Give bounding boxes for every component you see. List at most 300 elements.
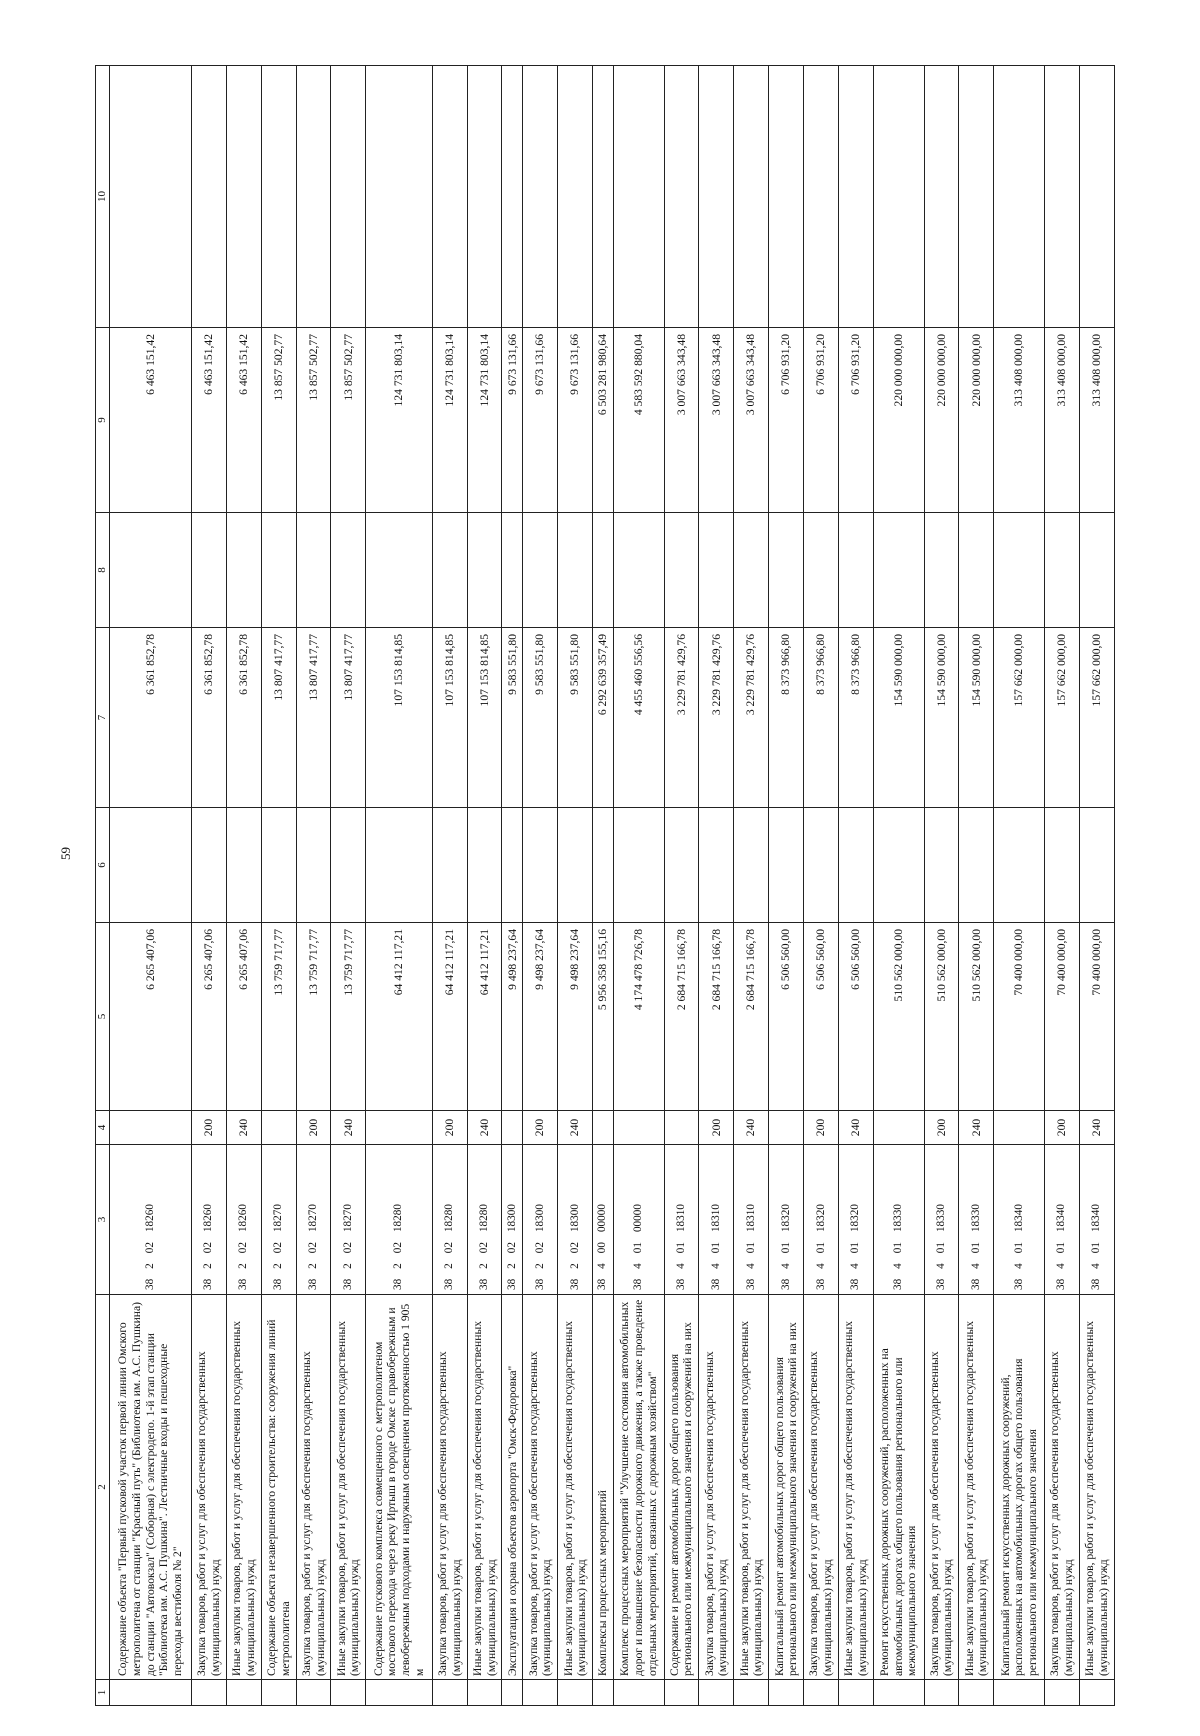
code-part: 4 xyxy=(596,1263,609,1269)
row-col6-value xyxy=(467,808,502,923)
row-col5-value: 2 684 715 166,78 xyxy=(699,923,734,1111)
row-col6-value xyxy=(366,808,432,923)
row-code xyxy=(366,1145,432,1295)
row-col9-value: 6 463 151,42 xyxy=(226,328,261,513)
row-col7-value: 6 361 852,78 xyxy=(109,628,191,808)
row-code xyxy=(331,1145,366,1295)
row-col7-value: 8 373 966,80 xyxy=(839,628,874,808)
code-part: 38 xyxy=(392,1278,405,1290)
row-col10-value xyxy=(734,66,769,328)
row-col8-value xyxy=(613,513,664,628)
row-col1-cell xyxy=(664,1680,699,1706)
col-header-6: 6 xyxy=(96,808,110,923)
row-col7-value: 107 153 814,85 xyxy=(467,628,502,808)
code-part: 18270 xyxy=(272,1204,285,1233)
row-expense-type: 240 xyxy=(331,1111,366,1145)
row-col8-value xyxy=(1044,513,1079,628)
row-col7-value: 107 153 814,85 xyxy=(432,628,467,808)
row-expense-type: 200 xyxy=(523,1111,558,1145)
row-col5-value: 64 412 117,21 xyxy=(366,923,432,1111)
code-part: 18260 xyxy=(202,1204,215,1233)
row-col9-value: 3 007 663 343,48 xyxy=(699,328,734,513)
row-expense-type xyxy=(613,1111,664,1145)
row-col5-value: 6 506 560,00 xyxy=(769,923,804,1111)
row-col5-value: 13 759 717,77 xyxy=(331,923,366,1111)
row-expense-type xyxy=(593,1111,614,1145)
row-col9-value: 6 463 151,42 xyxy=(109,328,191,513)
row-expense-type: 200 xyxy=(804,1111,839,1145)
row-col7-value: 154 590 000,00 xyxy=(873,628,924,808)
row-description: Закупка товаров, работ и услуг для обеспечения государственных (муниципальных) нужд xyxy=(432,1295,467,1680)
row-col1-cell xyxy=(109,1680,191,1706)
table-row xyxy=(924,66,959,1706)
row-col5-value: 70 400 000,00 xyxy=(994,923,1045,1111)
code-part: 01 xyxy=(969,1242,982,1254)
code-part: 18260 xyxy=(143,1204,156,1233)
code-part: 38 xyxy=(709,1278,722,1290)
code-part: 01 xyxy=(849,1242,862,1254)
row-expense-type xyxy=(994,1111,1045,1145)
row-description: Капитальный ремонт автомобильных дорог общего пользования регионального или межмуниципального значения и сооружений на них xyxy=(769,1295,804,1680)
table-row xyxy=(261,66,296,1706)
row-description: Иные закупки товаров, работ и услуг для обеспечения государственных (муниципальных) нужд xyxy=(331,1295,366,1680)
row-col5-value: 6 506 560,00 xyxy=(804,923,839,1111)
row-description: Капитальный ремонт искусственных дорожных сооружений, расположенных на автомобильных дорогах общего пользования регионального или межмуниципального значения xyxy=(994,1295,1045,1680)
row-description: Содержание объекта незавершенного строительства: сооружения линий метрополитена xyxy=(261,1295,296,1680)
code-part: 18320 xyxy=(849,1204,862,1233)
row-col1-cell xyxy=(734,1680,769,1706)
table-row xyxy=(873,66,924,1706)
row-col7-value: 4 455 460 556,56 xyxy=(613,628,664,808)
row-col6-value xyxy=(593,808,614,923)
code-part: 38 xyxy=(934,1278,947,1290)
row-col1-cell xyxy=(873,1680,924,1706)
code-part: 18330 xyxy=(969,1204,982,1233)
row-col8-value xyxy=(467,513,502,628)
row-description: Содержание объекта "Первый пусковой участок первой линии Омского метрополитена от станции "Красный путь" (Библиотека им. А.С. Пушкина) до станции "Автовокзал" (Соборная) с электродепо. 1-й этап станции "Библиотека им. А.С. Пушкина". Лестничные входы и пешеходные переходы вестибюля № 2" xyxy=(109,1295,191,1680)
code-part: 4 xyxy=(1012,1263,1025,1269)
row-col6-value xyxy=(432,808,467,923)
code-part: 00000 xyxy=(596,1204,609,1233)
row-col9-value: 6 706 931,20 xyxy=(804,328,839,513)
code-part: 4 xyxy=(1055,1263,1068,1269)
code-part: 18310 xyxy=(674,1204,687,1233)
code-part: 38 xyxy=(341,1278,354,1290)
row-description: Иные закупки товаров, работ и услуг для обеспечения государственных (муниципальных) нужд xyxy=(558,1295,593,1680)
code-part: 00000 xyxy=(632,1204,645,1233)
row-description: Комплекс процессных мероприятий "Улучшение состояния автомобильных дорог и повышение безопасности дорожного движения, а также проведение отдельных мероприятий, связанных с дорожным хозяйством" xyxy=(613,1295,664,1680)
row-code xyxy=(109,1145,191,1295)
code-part: 01 xyxy=(934,1242,947,1254)
row-col10-value xyxy=(613,66,664,328)
row-col7-value: 154 590 000,00 xyxy=(959,628,994,808)
row-col10-value xyxy=(924,66,959,328)
code-part: 18260 xyxy=(237,1204,250,1233)
code-part: 02 xyxy=(392,1242,405,1254)
row-col9-value: 13 857 502,77 xyxy=(296,328,331,513)
code-part: 01 xyxy=(1055,1242,1068,1254)
row-col1-cell xyxy=(502,1680,523,1706)
row-col10-value xyxy=(994,66,1045,328)
code-part: 2 xyxy=(341,1263,354,1269)
row-col1-cell xyxy=(959,1680,994,1706)
code-part: 18310 xyxy=(709,1204,722,1233)
row-col9-value: 3 007 663 343,48 xyxy=(734,328,769,513)
row-col5-value: 2 684 715 166,78 xyxy=(664,923,699,1111)
code-part: 4 xyxy=(849,1263,862,1269)
code-part: 02 xyxy=(443,1242,456,1254)
row-description: Закупка товаров, работ и услуг для обеспечения государственных (муниципальных) нужд xyxy=(191,1295,226,1680)
row-col1-cell xyxy=(523,1680,558,1706)
row-col6-value xyxy=(769,808,804,923)
row-col1-cell xyxy=(296,1680,331,1706)
row-col1-cell xyxy=(593,1680,614,1706)
row-code xyxy=(839,1145,874,1295)
row-col10-value xyxy=(191,66,226,328)
row-col1-cell xyxy=(1079,1680,1114,1706)
row-col7-value: 6 292 639 357,49 xyxy=(593,628,614,808)
table-row xyxy=(664,66,699,1706)
row-description: Иные закупки товаров, работ и услуг для обеспечения государственных (муниципальных) нужд xyxy=(734,1295,769,1680)
row-col5-value: 70 400 000,00 xyxy=(1044,923,1079,1111)
row-col9-value: 6 503 281 980,64 xyxy=(593,328,614,513)
table-row xyxy=(734,66,769,1706)
row-col8-value xyxy=(994,513,1045,628)
row-code xyxy=(804,1145,839,1295)
code-part: 01 xyxy=(1012,1242,1025,1254)
table-body xyxy=(109,66,1114,1706)
table-row xyxy=(523,66,558,1706)
row-expense-type: 240 xyxy=(734,1111,769,1145)
row-col6-value xyxy=(804,808,839,923)
code-part: 18340 xyxy=(1055,1204,1068,1233)
row-col8-value xyxy=(226,513,261,628)
row-expense-type: 200 xyxy=(1044,1111,1079,1145)
code-part: 38 xyxy=(143,1278,156,1290)
code-part: 4 xyxy=(1090,1263,1103,1269)
code-part: 2 xyxy=(392,1263,405,1269)
code-part: 18270 xyxy=(341,1204,354,1233)
code-part: 4 xyxy=(709,1263,722,1269)
row-col6-value xyxy=(664,808,699,923)
row-col8-value xyxy=(924,513,959,628)
row-col7-value: 157 662 000,00 xyxy=(1079,628,1114,808)
row-col6-value xyxy=(613,808,664,923)
col-header-7: 7 xyxy=(96,628,110,808)
code-part: 18280 xyxy=(443,1204,456,1233)
row-col10-value xyxy=(839,66,874,328)
code-part: 38 xyxy=(477,1278,490,1290)
row-expense-type: 240 xyxy=(226,1111,261,1145)
row-expense-type: 200 xyxy=(924,1111,959,1145)
row-col8-value xyxy=(261,513,296,628)
table-row xyxy=(467,66,502,1706)
code-part: 38 xyxy=(237,1278,250,1290)
row-col5-value: 6 265 407,06 xyxy=(226,923,261,1111)
row-col10-value xyxy=(331,66,366,328)
row-code xyxy=(613,1145,664,1295)
code-part: 02 xyxy=(237,1242,250,1254)
code-part: 18330 xyxy=(934,1204,947,1233)
row-description: Закупка товаров, работ и услуг для обеспечения государственных (муниципальных) нужд xyxy=(699,1295,734,1680)
row-col6-value xyxy=(226,808,261,923)
code-part: 2 xyxy=(202,1263,215,1269)
code-part: 2 xyxy=(143,1263,156,1269)
code-part: 38 xyxy=(674,1278,687,1290)
row-col6-value xyxy=(331,808,366,923)
row-description: Иные закупки товаров, работ и услуг для обеспечения государственных (муниципальных) нужд xyxy=(839,1295,874,1680)
table-row xyxy=(804,66,839,1706)
col-header-4: 4 xyxy=(96,1111,110,1145)
code-part: 2 xyxy=(272,1263,285,1269)
row-col6-value xyxy=(959,808,994,923)
row-code xyxy=(1079,1145,1114,1295)
row-col5-value: 9 498 237,64 xyxy=(523,923,558,1111)
row-expense-type xyxy=(366,1111,432,1145)
row-col9-value: 220 000 000,00 xyxy=(873,328,924,513)
table-row xyxy=(331,66,366,1706)
code-part: 01 xyxy=(892,1242,905,1254)
row-code xyxy=(296,1145,331,1295)
row-col9-value: 124 731 803,14 xyxy=(432,328,467,513)
row-description: Иные закупки товаров, работ и услуг для обеспечения государственных (муниципальных) нужд xyxy=(467,1295,502,1680)
code-part: 38 xyxy=(744,1278,757,1290)
code-part: 18320 xyxy=(814,1204,827,1233)
row-col10-value xyxy=(366,66,432,328)
code-part: 18300 xyxy=(505,1204,518,1233)
row-expense-type: 240 xyxy=(959,1111,994,1145)
table-row xyxy=(959,66,994,1706)
row-col7-value: 157 662 000,00 xyxy=(1044,628,1079,808)
row-col10-value xyxy=(432,66,467,328)
code-part: 4 xyxy=(934,1263,947,1269)
row-col5-value: 2 684 715 166,78 xyxy=(734,923,769,1111)
code-part: 38 xyxy=(969,1278,982,1290)
code-part: 01 xyxy=(779,1242,792,1254)
code-part: 18280 xyxy=(477,1204,490,1233)
table-row xyxy=(839,66,874,1706)
row-col5-value: 9 498 237,64 xyxy=(502,923,523,1111)
table-row xyxy=(296,66,331,1706)
row-col10-value xyxy=(502,66,523,328)
row-col1-cell xyxy=(432,1680,467,1706)
code-part: 38 xyxy=(892,1278,905,1290)
row-col9-value: 124 731 803,14 xyxy=(366,328,432,513)
table-row xyxy=(593,66,614,1706)
code-part: 02 xyxy=(568,1242,581,1254)
table-row xyxy=(769,66,804,1706)
row-col7-value: 157 662 000,00 xyxy=(994,628,1045,808)
table-row xyxy=(226,66,261,1706)
row-col8-value xyxy=(331,513,366,628)
code-part: 38 xyxy=(632,1278,645,1290)
row-col6-value xyxy=(839,808,874,923)
row-col6-value xyxy=(994,808,1045,923)
row-code xyxy=(523,1145,558,1295)
row-col6-value xyxy=(261,808,296,923)
row-col8-value xyxy=(366,513,432,628)
code-part: 38 xyxy=(306,1278,319,1290)
code-part: 38 xyxy=(272,1278,285,1290)
row-code xyxy=(959,1145,994,1295)
row-description: Эксплуатация и охрана объектов аэропорта "Омск-Федоровка" xyxy=(502,1295,523,1680)
code-part: 18310 xyxy=(744,1204,757,1233)
row-col5-value: 5 956 358 155,16 xyxy=(593,923,614,1111)
row-col5-value: 9 498 237,64 xyxy=(558,923,593,1111)
code-part: 38 xyxy=(443,1278,456,1290)
row-col7-value: 3 229 781 429,76 xyxy=(734,628,769,808)
code-part: 4 xyxy=(674,1263,687,1269)
row-col8-value xyxy=(664,513,699,628)
row-expense-type: 200 xyxy=(191,1111,226,1145)
col-header-8: 8 xyxy=(96,513,110,628)
code-part: 38 xyxy=(1055,1278,1068,1290)
table-row xyxy=(1044,66,1079,1706)
row-col5-value: 510 562 000,00 xyxy=(924,923,959,1111)
code-part: 38 xyxy=(505,1278,518,1290)
row-expense-type: 240 xyxy=(839,1111,874,1145)
row-col7-value: 3 229 781 429,76 xyxy=(699,628,734,808)
col-header-2: 2 xyxy=(96,1295,110,1680)
code-part: 01 xyxy=(1090,1242,1103,1254)
code-part: 38 xyxy=(202,1278,215,1290)
row-col1-cell xyxy=(699,1680,734,1706)
code-part: 02 xyxy=(272,1242,285,1254)
row-col8-value xyxy=(734,513,769,628)
col-header-9: 9 xyxy=(96,328,110,513)
row-col7-value: 9 583 551,80 xyxy=(558,628,593,808)
row-col7-value: 9 583 551,80 xyxy=(523,628,558,808)
code-part: 18270 xyxy=(306,1204,319,1233)
code-part: 18330 xyxy=(892,1204,905,1233)
row-col9-value: 6 463 151,42 xyxy=(191,328,226,513)
row-col6-value xyxy=(558,808,593,923)
row-col9-value: 3 007 663 343,48 xyxy=(664,328,699,513)
row-expense-type: 200 xyxy=(296,1111,331,1145)
code-part: 18280 xyxy=(392,1204,405,1233)
row-col7-value: 8 373 966,80 xyxy=(769,628,804,808)
row-col9-value: 220 000 000,00 xyxy=(924,328,959,513)
row-col1-cell xyxy=(261,1680,296,1706)
row-col6-value xyxy=(734,808,769,923)
row-col8-value xyxy=(191,513,226,628)
code-part: 01 xyxy=(744,1242,757,1254)
budget-table xyxy=(95,65,1115,1706)
row-expense-type xyxy=(502,1111,523,1145)
code-part: 01 xyxy=(674,1242,687,1254)
row-code xyxy=(191,1145,226,1295)
code-part: 02 xyxy=(477,1242,490,1254)
row-col5-value: 13 759 717,77 xyxy=(261,923,296,1111)
code-part: 4 xyxy=(779,1263,792,1269)
row-col5-value: 510 562 000,00 xyxy=(873,923,924,1111)
col-header-1: 1 xyxy=(96,1680,110,1706)
code-part: 18300 xyxy=(533,1204,546,1233)
code-part: 4 xyxy=(632,1263,645,1269)
row-col9-value: 9 673 131,66 xyxy=(502,328,523,513)
row-col1-cell xyxy=(994,1680,1045,1706)
row-col7-value: 13 807 417,77 xyxy=(296,628,331,808)
code-part: 38 xyxy=(849,1278,862,1290)
row-col9-value: 6 706 931,20 xyxy=(839,328,874,513)
row-col8-value xyxy=(502,513,523,628)
code-part: 2 xyxy=(505,1263,518,1269)
row-col7-value: 13 807 417,77 xyxy=(261,628,296,808)
row-col5-value: 64 412 117,21 xyxy=(432,923,467,1111)
row-col7-value: 8 373 966,80 xyxy=(804,628,839,808)
row-code xyxy=(432,1145,467,1295)
code-part: 4 xyxy=(744,1263,757,1269)
row-col5-value: 4 174 478 726,78 xyxy=(613,923,664,1111)
row-col1-cell xyxy=(366,1680,432,1706)
table-row xyxy=(1079,66,1114,1706)
page-number: 59 xyxy=(58,847,73,860)
row-col6-value xyxy=(109,808,191,923)
row-description: Иные закупки товаров, работ и услуг для обеспечения государственных (муниципальных) нужд xyxy=(959,1295,994,1680)
row-col5-value: 510 562 000,00 xyxy=(959,923,994,1111)
code-part: 2 xyxy=(533,1263,546,1269)
row-col6-value xyxy=(873,808,924,923)
row-description: Закупка товаров, работ и услуг для обеспечения государственных (муниципальных) нужд xyxy=(523,1295,558,1680)
row-col10-value xyxy=(699,66,734,328)
col-header-5: 5 xyxy=(96,923,110,1111)
table-row xyxy=(613,66,664,1706)
code-part: 01 xyxy=(814,1242,827,1254)
row-col8-value xyxy=(873,513,924,628)
row-col10-value xyxy=(593,66,614,328)
row-col10-value xyxy=(1079,66,1114,328)
row-col10-value xyxy=(664,66,699,328)
row-col6-value xyxy=(1044,808,1079,923)
row-col1-cell xyxy=(191,1680,226,1706)
row-expense-type: 200 xyxy=(432,1111,467,1145)
row-col9-value: 124 731 803,14 xyxy=(467,328,502,513)
table-row xyxy=(699,66,734,1706)
row-col9-value: 313 408 000,00 xyxy=(994,328,1045,513)
row-col10-value xyxy=(109,66,191,328)
row-col9-value: 313 408 000,00 xyxy=(1079,328,1114,513)
row-col10-value xyxy=(1044,66,1079,328)
row-code xyxy=(467,1145,502,1295)
row-code xyxy=(924,1145,959,1295)
row-col9-value: 9 673 131,66 xyxy=(558,328,593,513)
row-col6-value xyxy=(191,808,226,923)
row-code xyxy=(699,1145,734,1295)
code-part: 38 xyxy=(533,1278,546,1290)
row-code xyxy=(873,1145,924,1295)
row-col9-value: 9 673 131,66 xyxy=(523,328,558,513)
row-col1-cell xyxy=(331,1680,366,1706)
row-col7-value: 6 361 852,78 xyxy=(226,628,261,808)
row-col10-value xyxy=(769,66,804,328)
row-code xyxy=(226,1145,261,1295)
row-col10-value xyxy=(467,66,502,328)
row-col1-cell xyxy=(613,1680,664,1706)
row-code xyxy=(769,1145,804,1295)
row-col6-value xyxy=(502,808,523,923)
row-col9-value: 313 408 000,00 xyxy=(1044,328,1079,513)
row-description: Закупка товаров, работ и услуг для обеспечения государственных (муниципальных) нужд xyxy=(1044,1295,1079,1680)
row-col1-cell xyxy=(769,1680,804,1706)
row-col10-value xyxy=(296,66,331,328)
row-expense-type: 240 xyxy=(558,1111,593,1145)
row-code xyxy=(593,1145,614,1295)
row-col8-value xyxy=(109,513,191,628)
code-part: 38 xyxy=(596,1278,609,1290)
row-col10-value xyxy=(804,66,839,328)
code-part: 02 xyxy=(533,1242,546,1254)
row-col6-value xyxy=(1079,808,1114,923)
